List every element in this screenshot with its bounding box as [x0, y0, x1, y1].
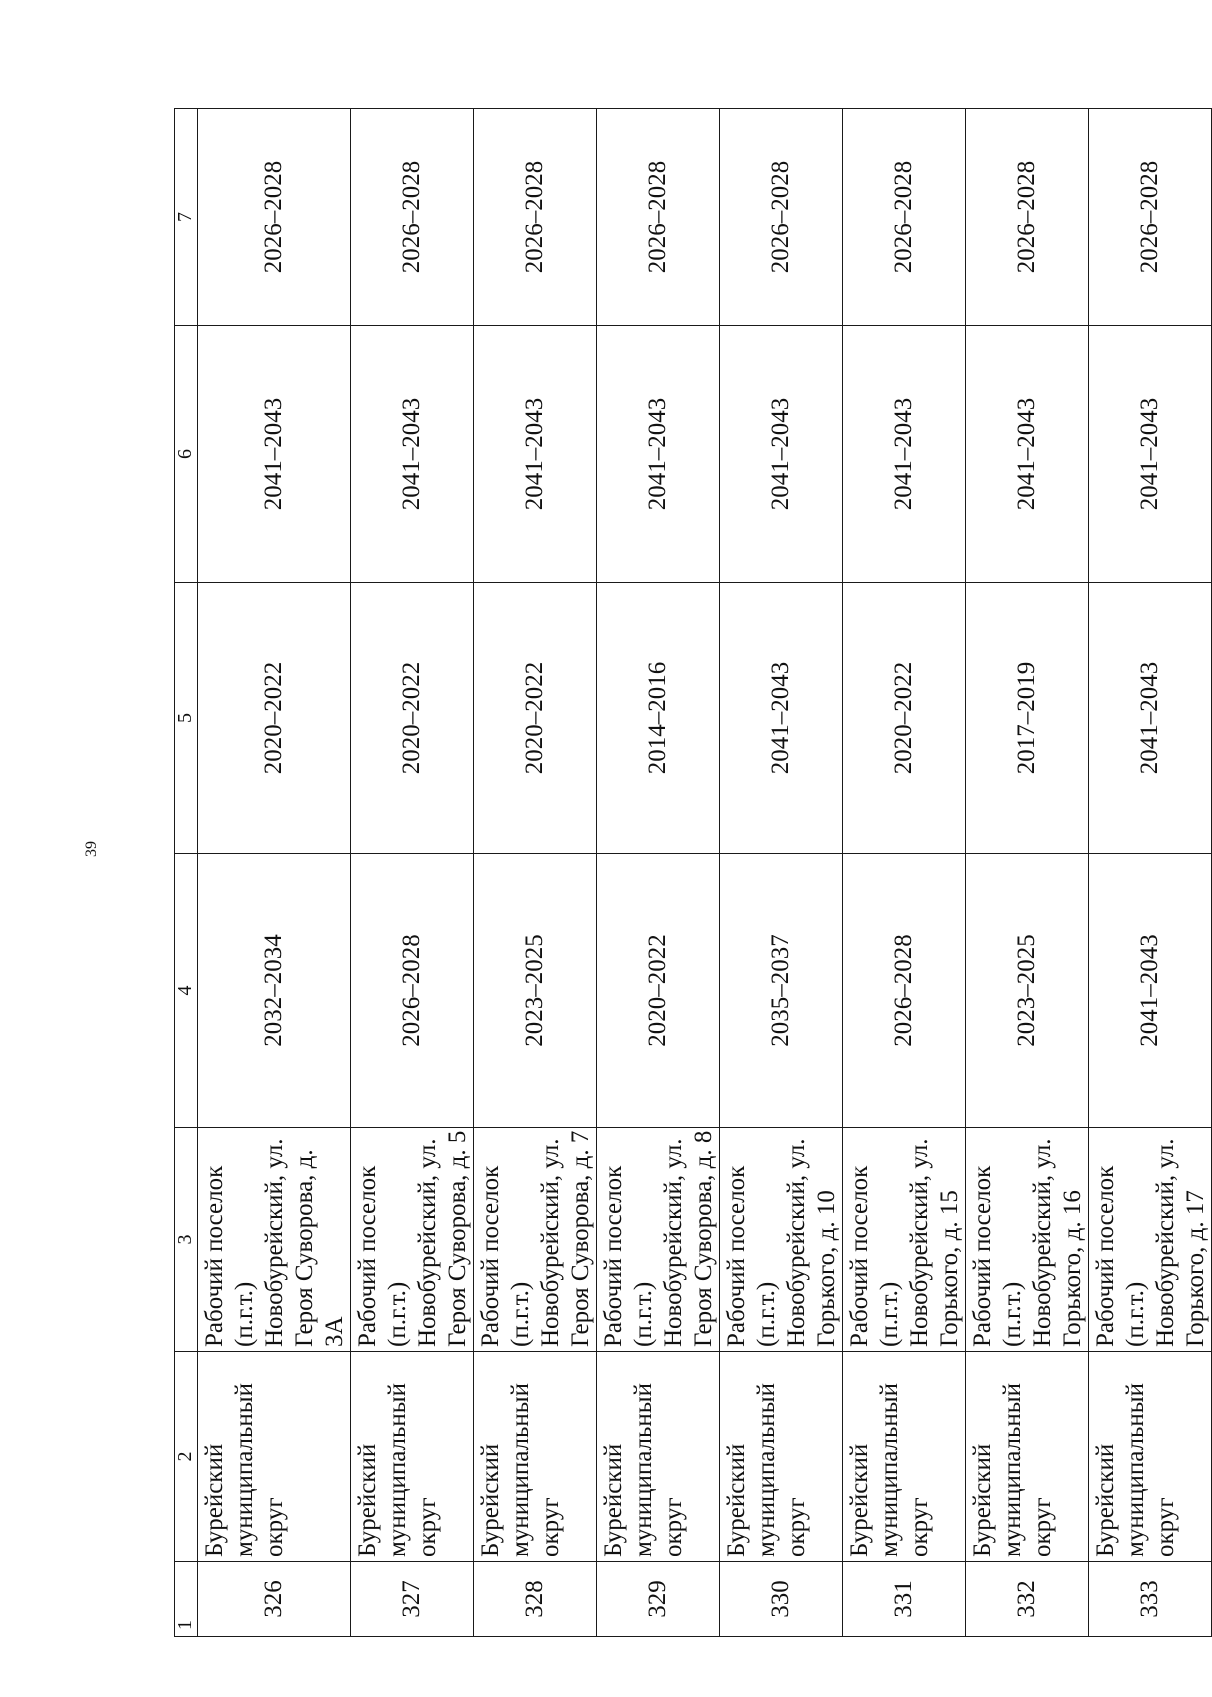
district-cell: Бурейский муниципальный округ	[351, 1352, 474, 1562]
table-row	[351, 109, 474, 1637]
row-number-cell: 328	[474, 1562, 597, 1637]
row-number-cell: 330	[720, 1562, 843, 1637]
address-cell: Рабочий поселок (п.г.т.) Новобурейский, ул. Героя Суворова, д. 3А	[198, 1128, 351, 1352]
period-col5-cell: 2020–2022	[198, 583, 351, 854]
address-cell: Рабочий поселок (п.г.т.) Новобурейский, ул. Героя Суворова, д. 8	[597, 1128, 720, 1352]
table-row	[597, 109, 720, 1637]
column-header: 3	[175, 1128, 198, 1352]
schedule-table	[174, 108, 1212, 1637]
period-col6-cell: 2041–2043	[966, 326, 1089, 583]
period-col5-cell: 2020–2022	[843, 583, 966, 854]
table-row	[720, 109, 843, 1637]
address-cell: Рабочий поселок (п.г.т.) Новобурейский, ул. Горького, д. 10	[720, 1128, 843, 1352]
period-col5-cell: 2041–2043	[720, 583, 843, 854]
district-cell: Бурейский муниципальный округ	[198, 1352, 351, 1562]
district-cell: Бурейский муниципальный округ	[966, 1352, 1089, 1562]
page-number: 39	[83, 841, 100, 857]
district-cell: Бурейский муниципальный округ	[843, 1352, 966, 1562]
period-col4-cell: 2032–2034	[198, 854, 351, 1128]
period-col6-cell: 2041–2043	[1089, 326, 1212, 583]
table-row	[1089, 109, 1212, 1637]
district-cell: Бурейский муниципальный округ	[474, 1352, 597, 1562]
table-frame	[174, 109, 1209, 1637]
row-number-cell: 326	[198, 1562, 351, 1637]
period-col5-cell: 2017–2019	[966, 583, 1089, 854]
period-col7-cell: 2026–2028	[597, 109, 720, 326]
header-row	[175, 109, 198, 1637]
period-col7-cell: 2026–2028	[843, 109, 966, 326]
period-col4-cell: 2041–2043	[1089, 854, 1212, 1128]
period-col7-cell: 2026–2028	[966, 109, 1089, 326]
period-col6-cell: 2041–2043	[843, 326, 966, 583]
column-header: 6	[175, 326, 198, 583]
period-col7-cell: 2026–2028	[720, 109, 843, 326]
period-col6-cell: 2041–2043	[474, 326, 597, 583]
row-number-cell: 331	[843, 1562, 966, 1637]
period-col4-cell: 2026–2028	[843, 854, 966, 1128]
address-cell: Рабочий поселок (п.г.т.) Новобурейский, ул. Горького, д. 15	[843, 1128, 966, 1352]
table-row	[966, 109, 1089, 1637]
column-header: 4	[175, 854, 198, 1128]
address-cell: Рабочий поселок (п.г.т.) Новобурейский, ул. Горького, д. 16	[966, 1128, 1089, 1352]
period-col4-cell: 2026–2028	[351, 854, 474, 1128]
period-col4-cell: 2020–2022	[597, 854, 720, 1128]
address-cell: Рабочий поселок (п.г.т.) Новобурейский, ул. Героя Суворова, д. 5	[351, 1128, 474, 1352]
district-cell: Бурейский муниципальный округ	[597, 1352, 720, 1562]
period-col7-cell: 2026–2028	[474, 109, 597, 326]
column-header: 1	[175, 1562, 198, 1637]
period-col6-cell: 2041–2043	[351, 326, 474, 583]
rotated-table-wrapper	[174, 109, 1209, 1637]
period-col5-cell: 2041–2043	[1089, 583, 1212, 854]
period-col5-cell: 2020–2022	[474, 583, 597, 854]
row-number-cell: 332	[966, 1562, 1089, 1637]
period-col7-cell: 2026–2028	[351, 109, 474, 326]
period-col6-cell: 2041–2043	[198, 326, 351, 583]
column-header: 7	[175, 109, 198, 326]
address-cell: Рабочий поселок (п.г.т.) Новобурейский, ул. Горького, д. 17	[1089, 1128, 1212, 1352]
period-col7-cell: 2026–2028	[198, 109, 351, 326]
period-col6-cell: 2041–2043	[597, 326, 720, 583]
district-cell: Бурейский муниципальный округ	[720, 1352, 843, 1562]
column-header: 2	[175, 1352, 198, 1562]
table-row	[198, 109, 351, 1637]
address-cell: Рабочий поселок (п.г.т.) Новобурейский, ул. Героя Суворова, д. 7	[474, 1128, 597, 1352]
row-number-cell: 329	[597, 1562, 720, 1637]
district-cell: Бурейский муниципальный округ	[1089, 1352, 1212, 1562]
period-col4-cell: 2023–2025	[474, 854, 597, 1128]
period-col5-cell: 2014–2016	[597, 583, 720, 854]
period-col4-cell: 2023–2025	[966, 854, 1089, 1128]
table-row	[843, 109, 966, 1637]
period-col4-cell: 2035–2037	[720, 854, 843, 1128]
column-header: 5	[175, 583, 198, 854]
row-number-cell: 327	[351, 1562, 474, 1637]
period-col6-cell: 2041–2043	[720, 326, 843, 583]
period-col5-cell: 2020–2022	[351, 583, 474, 854]
table-row	[474, 109, 597, 1637]
period-col7-cell: 2026–2028	[1089, 109, 1212, 326]
row-number-cell: 333	[1089, 1562, 1212, 1637]
